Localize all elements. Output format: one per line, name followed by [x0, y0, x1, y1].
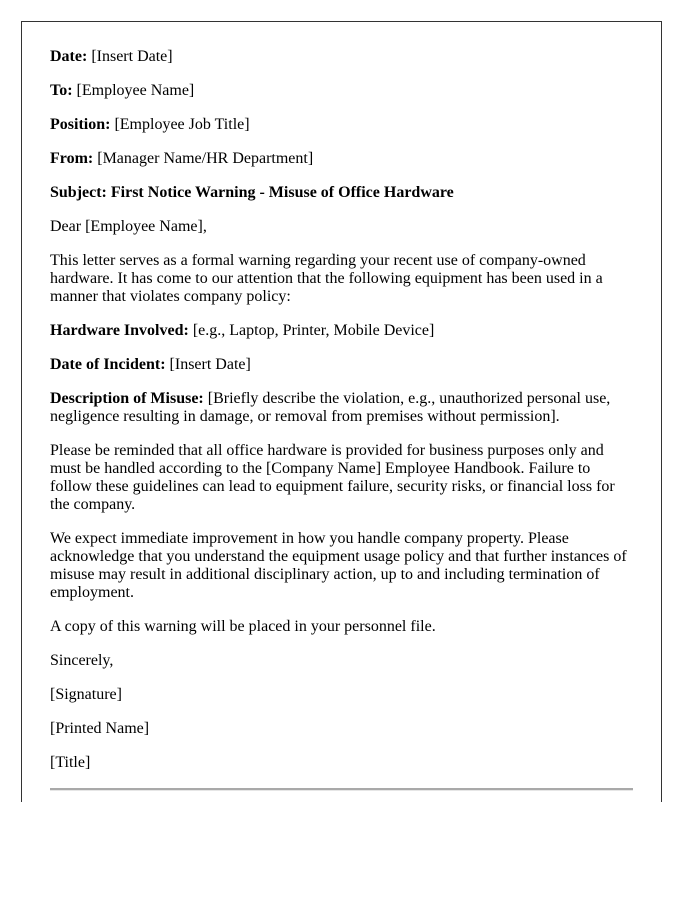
field-description-of-misuse-label: Description of Misuse: [50, 390, 204, 407]
field-description-of-misuse [50, 390, 633, 426]
closing [50, 652, 633, 670]
expectation-text: We expect immediate improvement in how you handle company property. Please acknowledge that you understand the equipment usage policy and that further instances of misuse may result in additional disciplinary action, up to and including termination of employment. [50, 530, 627, 601]
field-date-label: Date: [50, 48, 88, 65]
signature-placeholder [50, 686, 633, 704]
subject-line-text: Subject: First Notice Warning - Misuse of Office Hardware [50, 184, 454, 201]
printed-name-placeholder [50, 720, 633, 738]
field-date-of-incident-label: Date of Incident: [50, 356, 166, 373]
field-from-value: [Manager Name/HR Department] [93, 150, 314, 167]
salutation-text: Dear [Employee Name], [50, 218, 207, 235]
personnel-file-note [50, 618, 633, 636]
intro-paragraph-text: This letter serves as a formal warning regarding your recent use of company-owned hardware. It has come to our attention that the following equipment has been used in a manner that violates company policy: [50, 252, 603, 305]
field-date-value: [Insert Date] [87, 48, 173, 65]
policy-reminder-paragraph [50, 442, 633, 514]
divider [50, 788, 633, 791]
field-from-label: From: [50, 150, 94, 167]
signature-placeholder-text: [Signature] [50, 686, 122, 703]
field-to [50, 82, 633, 100]
closing-text: Sincerely, [50, 652, 114, 669]
field-from [50, 150, 633, 168]
intro-paragraph [50, 252, 633, 306]
field-to-label: To: [50, 82, 73, 99]
title-placeholder [50, 754, 633, 772]
field-hardware-involved-value: [e.g., Laptop, Printer, Mobile Device] [188, 322, 435, 339]
subject-line [50, 184, 633, 202]
field-hardware-involved-label: Hardware Involved: [50, 322, 189, 339]
document-page [21, 21, 662, 802]
salutation [50, 218, 633, 236]
field-position-label: Position: [50, 116, 111, 133]
field-to-value: [Employee Name] [72, 82, 195, 99]
expectation-paragraph [50, 530, 633, 602]
field-hardware-involved [50, 322, 633, 340]
field-description-of-misuse-value: [Briefly describe the violation, e.g., unauthorized personal use, negligence resulting in damage, or removal from premises without permission]. [50, 390, 611, 425]
printed-name-placeholder-text: [Printed Name] [50, 720, 150, 737]
field-date-of-incident [50, 356, 633, 374]
field-position-value: [Employee Job Title] [110, 116, 250, 133]
field-position [50, 116, 633, 134]
field-date [50, 48, 633, 66]
personnel-file-note-text: A copy of this warning will be placed in your personnel file. [50, 618, 436, 635]
policy-reminder-text: Please be reminded that all office hardware is provided for business purposes only and must be handled according to the [Company Name] Employee Handbook. Failure to follow these guidelines can lead to equipment failure, security risks, or financial loss for the company. [50, 442, 615, 513]
title-placeholder-text: [Title] [50, 754, 91, 771]
field-date-of-incident-value: [Insert Date] [165, 356, 251, 373]
